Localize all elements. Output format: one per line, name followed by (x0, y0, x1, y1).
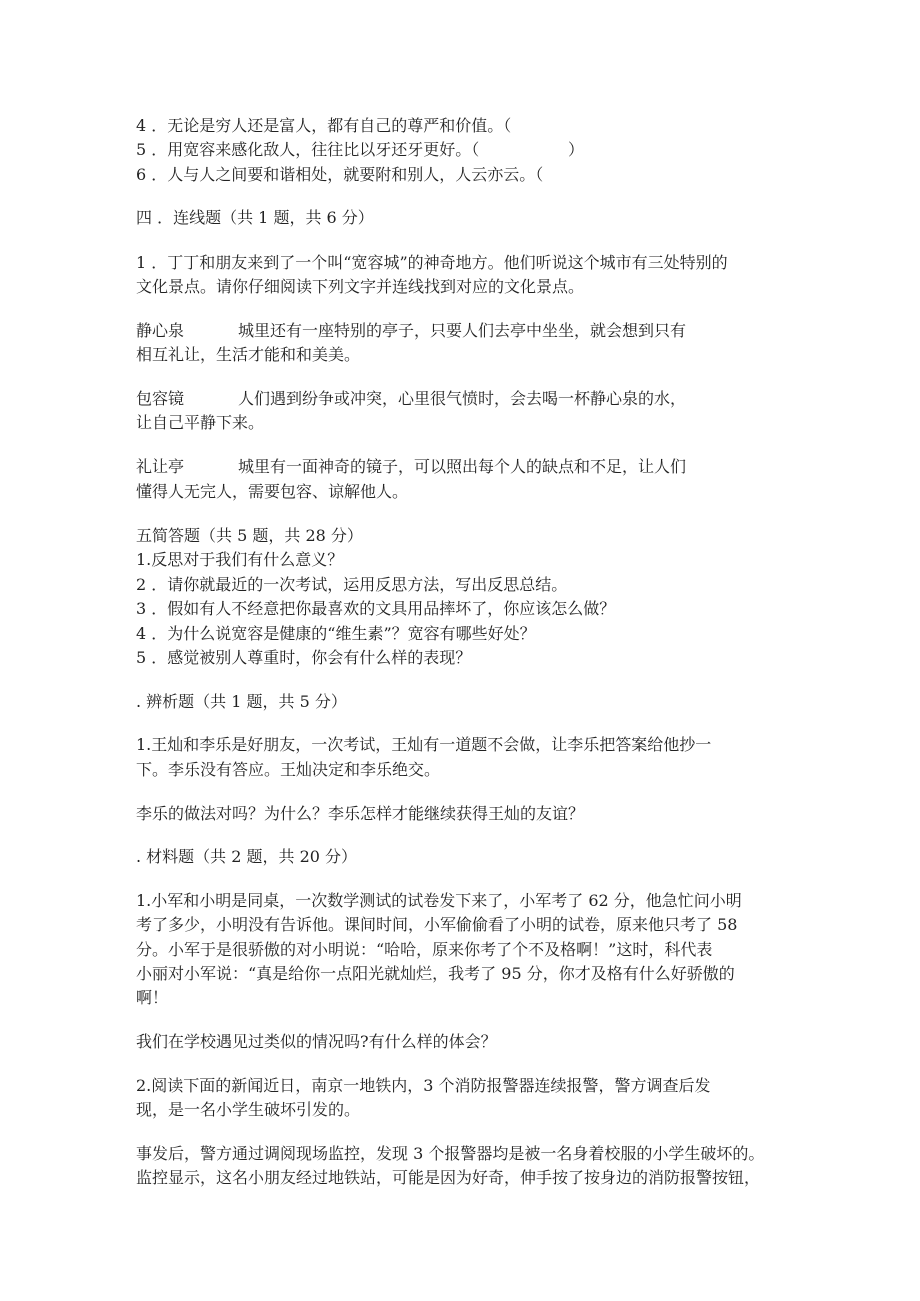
match-item-desc-3-line-2: 懂得人无完人，需要包容、谅解他人。 (136, 482, 409, 501)
matching-question-line-2: 文化景点。请你仔细阅读下列文字并连线找到对应的文化景点。 (136, 277, 585, 296)
material-2-body-line-2: 监控显示，这名小朋友经过地铁站，可能是因为好奇，伸手按了按身边的消防报警按钮， (136, 1168, 761, 1187)
short-answer-3: 3 ．假如有人不经意把你最喜欢的文具用品摔坏了，你应该怎么做？ (136, 599, 616, 618)
match-item-desc-1-line-1: 城里还有一座特别的亭子，只要人们去亭中坐坐，就会想到只有 (238, 321, 687, 340)
match-item-name-3: 礼让亭 (136, 457, 185, 476)
material-2-body-line-1: 事发后，警方通过调阅现场监控，发现 3 个报警器均是被一名身着校服的小学生破坏的。 (136, 1144, 765, 1163)
material-1-line-4: 小丽对小军说：“真是给你一点阳光就灿烂，我考了 95 分，你才及格有什么好骄傲的 (136, 964, 735, 983)
judge-question-5: 5 ．用宽容来感化敌人，往往比以牙还牙更好。（ (136, 140, 480, 159)
material-1-line-3: 分。小军于是很骄傲的对小明说：“哈哈，原来你考了个不及格啊！”这时，科代表 (136, 940, 713, 959)
section-5-heading: 五简答题（共 5 题，共 28 分） (136, 526, 363, 545)
judge-question-4: 4 ．无论是穷人还是富人，都有自己的尊严和价值。（ (136, 116, 512, 135)
match-item-desc-3-line-1: 城里有一面神奇的镜子，可以照出每个人的缺点和不足，让人们 (238, 457, 687, 476)
short-answer-1: 1.反思对于我们有什么意义？ (136, 550, 344, 569)
material-2-line-2: 现，是一名小学生破坏引发的。 (136, 1100, 361, 1119)
judge-question-5-close-paren: ） (568, 140, 585, 159)
section-7-heading: . 材料题（共 2 题，共 20 分） (136, 847, 358, 866)
analysis-question-line-2: 下。李乐没有答应。王灿决定和李乐绝交。 (136, 760, 441, 779)
matching-question-line-1: 1 ．丁丁和朋友来到了一个叫“宽容城”的神奇地方。他们听说这个城市有三处特别的 (136, 253, 728, 272)
analysis-question-ask: 李乐的做法对吗？为什么？李乐怎样才能继续获得王灿的友谊？ (136, 804, 585, 823)
section-4-heading: 四 ．连线题（共 1 题，共 6 分） (136, 208, 374, 227)
short-answer-5: 5 ．感觉被别人尊重时，你会有什么样的表现？ (136, 648, 472, 667)
match-item-desc-2-line-2: 让自己平静下来。 (136, 413, 265, 432)
match-item-name-1: 静心泉 (136, 321, 185, 340)
short-answer-2: 2 ．请你就最近的一次考试，运用反思方法，写出反思总结。 (136, 575, 568, 594)
material-1-line-2: 考了多少，小明没有告诉他。课间时间，小军偷偷看了小明的试卷，原来他只考了 58 (136, 915, 738, 934)
material-1-ask: 我们在学校遇见过类似的情况吗?有什么样的体会？ (136, 1032, 497, 1051)
section-6-heading: . 辨析题（共 1 题，共 5 分） (136, 692, 347, 711)
short-answer-4: 4 ．为什么说宽容是健康的“维生素”？宽容有哪些好处？ (136, 624, 536, 643)
analysis-question-line-1: 1.王灿和李乐是好朋友，一次考试，王灿有一道题不会做，让李乐把答案给他抄一 (136, 735, 712, 754)
match-item-desc-2-line-1: 人们遇到纷争或冲突，心里很气愤时，会去喝一杯静心泉的水， (238, 389, 687, 408)
match-item-desc-1-line-2: 相互礼让，生活才能和和美美。 (136, 345, 361, 364)
material-1-line-5: 啊！ (136, 988, 169, 1007)
judge-question-6: 6 ．人与人之间要和谐相处，就要附和别人，人云亦云。（ (136, 165, 544, 184)
match-item-name-2: 包容镜 (136, 389, 185, 408)
material-1-line-1: 1.小军和小明是同桌，一次数学测试的试卷发下来了，小军考了 62 分，他急忙问小明 (136, 891, 742, 910)
material-2-line-1: 2.阅读下面的新闻近日，南京一地铁内，3 个消防报警器连续报警，警方调查后发 (136, 1076, 711, 1095)
